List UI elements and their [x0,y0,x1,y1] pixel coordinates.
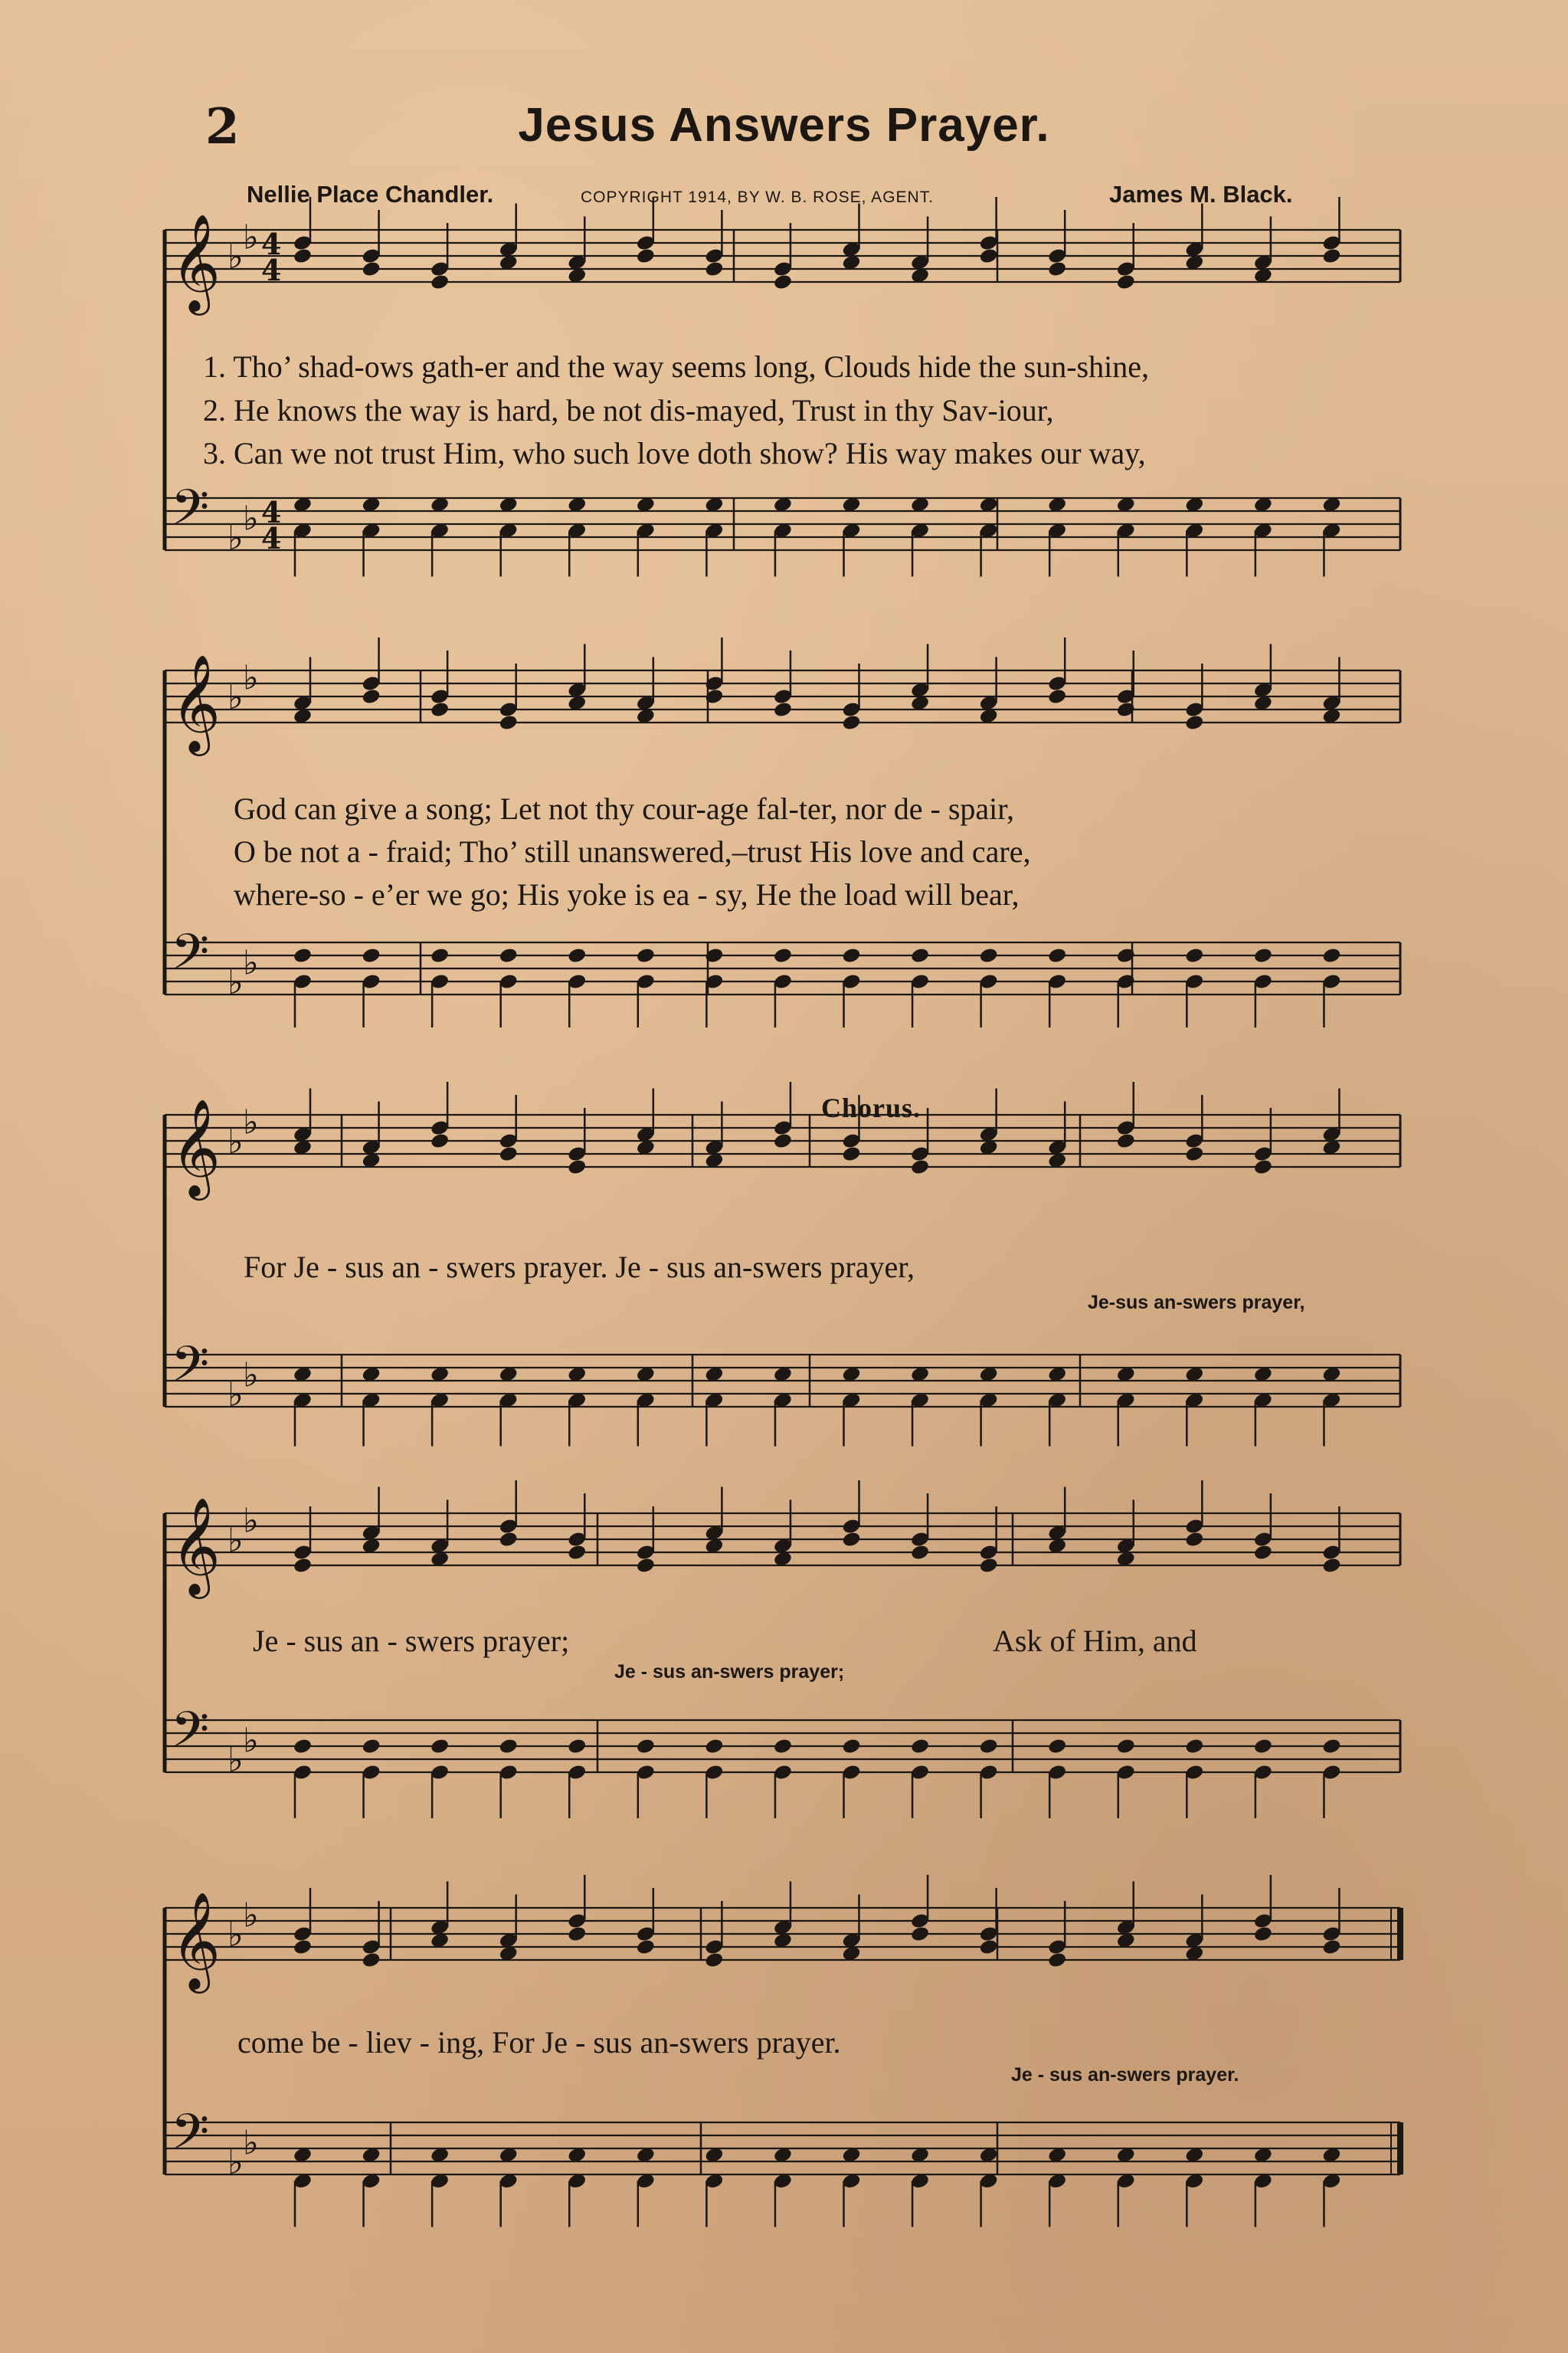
note-head [1321,247,1341,265]
note-head [636,1557,656,1575]
time-signature: 4 [261,227,282,261]
flat-sign: ♭ [243,1103,259,1142]
chorus-lyric-1: For Je - sus an - swers prayer. Je - sus an-swers prayer, [244,1250,915,1284]
chorus-lyric-3: come be - liev - ing, For Je - sus an-swers prayer. [237,2025,841,2060]
note-head [361,688,381,706]
composer-credit: James M. Black. [1109,181,1293,208]
flat-sign: ♭ [228,238,244,277]
note-head [1047,261,1067,278]
note-head [1047,1738,1067,1755]
chorus-lyric-2b: Ask of Him, and [993,1624,1197,1658]
note-head [636,1738,656,1755]
note-head [430,1738,450,1755]
note-head [430,947,450,965]
note-head [499,947,519,965]
verse-1-line-2: God can give a song; Let not thy cour-age fal-ter, nor de - spair, [234,791,1014,826]
note-head [499,1531,519,1548]
bass-clef: 𝄢 [171,1336,210,1405]
note-head [293,1938,313,1956]
lyricist-credit: Nellie Place Chandler. [247,181,494,208]
note-head [979,247,999,265]
chorus-bass-lyric-2: Je - sus an-swers prayer; [614,1661,845,1683]
flat-sign: ♭ [228,1375,244,1414]
note-head [1184,714,1204,732]
note-head [910,1738,930,1755]
note-head [773,1132,793,1150]
note-head [704,261,724,278]
flat-sign: ♭ [228,1521,244,1560]
note-head [1116,274,1136,291]
note-head [499,714,519,732]
note-head [361,947,381,965]
time-signature: 4 [261,521,282,555]
bass-clef: 𝄢 [171,2104,210,2173]
note-head [1116,1132,1136,1150]
verse-2-line-1: 2. He knows the way is hard, be not dis-mayed, Trust in thy Sav-iour, [203,393,1054,428]
verse-3-line-2: where-so - e’er we go; His yoke is ea - sy, He the load will bear, [234,877,1020,912]
note-head [636,947,656,965]
note-head [841,1738,861,1755]
note-head [567,947,587,965]
treble-clef: 𝄞 [171,1098,221,1196]
flat-sign: ♭ [243,499,259,539]
note-head [1184,1145,1204,1163]
note-head [1253,947,1273,965]
note-head [293,1738,313,1755]
flat-sign: ♭ [228,2143,244,2182]
verse-2-line-2: O be not a - fraid; Tho’ still unanswered,–trust His love and care, [234,834,1031,869]
note-head [1184,1738,1204,1755]
note-head [773,274,793,291]
note-head [1253,1544,1273,1562]
flat-sign: ♭ [228,963,244,1002]
note-head [910,1158,930,1176]
flat-sign: ♭ [243,658,259,698]
note-head [773,701,793,719]
note-head [841,1531,861,1548]
note-head [704,1738,724,1755]
copyright-notice: COPYRIGHT 1914, BY W. B. ROSE, AGENT. [581,188,935,206]
note-head [499,1145,519,1163]
note-head [1321,1938,1341,1956]
note-head [430,1132,450,1150]
time-signature: 4 [261,495,282,529]
note-head [430,701,450,719]
note-head [361,1952,381,1969]
note-head [773,947,793,965]
flat-sign: ♭ [243,943,259,983]
note-head [979,1738,999,1755]
note-head [567,1925,587,1943]
flat-sign: ♭ [243,218,259,257]
note-head [293,247,313,265]
treble-clef: 𝄞 [171,1891,221,1989]
chorus-bass-lyric-1: Je-sus an-swers prayer, [1088,1292,1305,1313]
note-head [430,274,450,291]
note-head [567,1158,587,1176]
note-head [567,1544,587,1562]
note-head [499,1738,519,1755]
note-head [979,1938,999,1956]
flat-sign: ♭ [243,1721,259,1761]
note-head [1184,947,1204,965]
note-head [1116,1738,1136,1755]
note-head [1321,947,1341,965]
bass-clef: 𝄢 [171,1702,210,1771]
note-head [841,1145,861,1163]
note-head [1321,1557,1341,1575]
note-head [1184,1531,1204,1548]
note-head [1253,1925,1273,1943]
note-head [979,947,999,965]
note-head [910,1925,930,1943]
treble-clef: 𝄞 [171,1496,221,1594]
treble-clef: 𝄞 [171,654,221,752]
note-head [1047,688,1067,706]
flat-sign: ♭ [228,678,244,717]
time-signature: 4 [261,253,282,287]
note-head [773,1738,793,1755]
note-head [1047,947,1067,965]
hymn-title: Jesus Answers Prayer. [518,99,1050,152]
verse-3-line-1: 3. Can we not trust Him, who such love doth show? His way makes our way, [203,436,1146,470]
note-head [293,1557,313,1575]
note-head [910,1544,930,1562]
flat-sign: ♭ [243,1355,259,1395]
note-head [841,947,861,965]
note-head [636,247,656,265]
note-head [841,714,861,732]
chorus-label: Chorus. [821,1093,921,1123]
note-head [979,1557,999,1575]
note-head [1253,1738,1273,1755]
chorus-bass-lyric-3: Je - sus an-swers prayer. [1011,2064,1239,2086]
chorus-lyric-2a: Je - sus an - swers prayer; [253,1624,570,1658]
flat-sign: ♭ [228,1122,244,1162]
treble-clef: 𝄞 [171,213,221,311]
flat-sign: ♭ [228,519,244,558]
note-head [293,947,313,965]
flat-sign: ♭ [243,2123,259,2163]
note-head [704,1952,724,1969]
flat-sign: ♭ [228,1741,244,1780]
note-head [361,261,381,278]
bass-clef: 𝄢 [171,480,210,549]
flat-sign: ♭ [243,1501,259,1541]
verse-1-line-1: 1. Tho’ shad-ows gath-er and the way seems long, Clouds hide the sun-shine, [203,349,1149,384]
note-head [1321,1738,1341,1755]
note-head [567,1738,587,1755]
flat-sign: ♭ [228,1915,244,1955]
note-head [361,1738,381,1755]
note-head [1253,1158,1273,1176]
flat-sign: ♭ [243,1896,259,1935]
bass-clef: 𝄢 [171,924,210,993]
note-head [1047,1952,1067,1969]
note-head [636,1938,656,1956]
page-number: 2 [205,98,240,156]
note-head [910,947,930,965]
